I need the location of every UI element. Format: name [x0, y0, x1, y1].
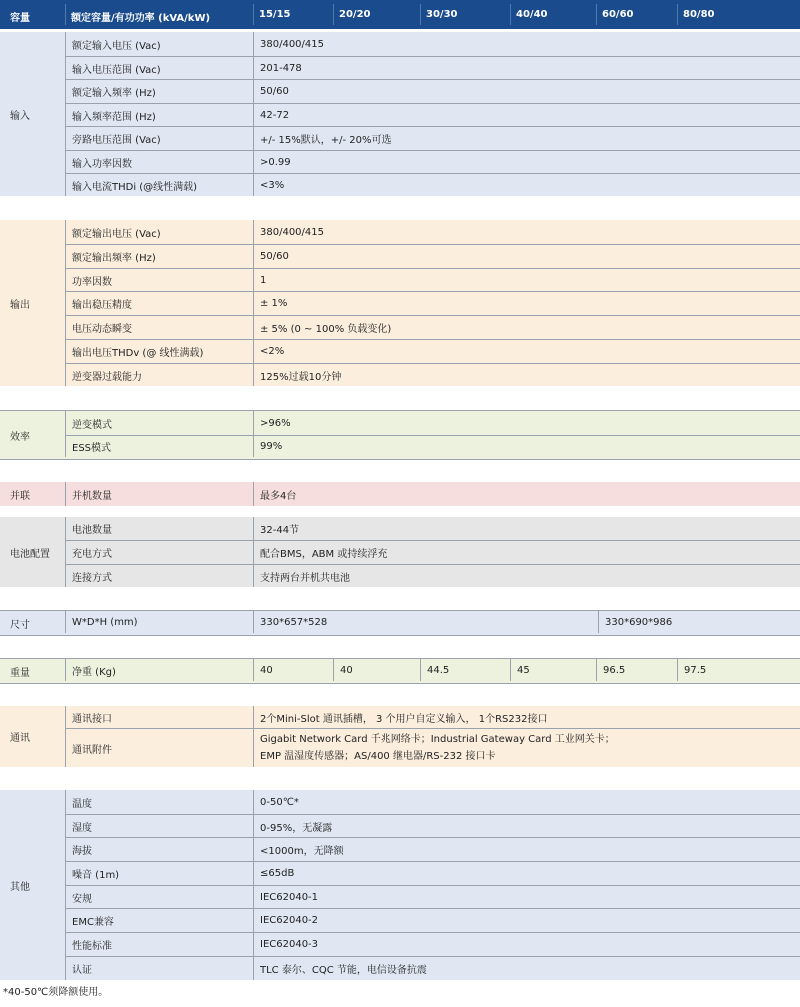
- table-row: [65, 908, 800, 932]
- row-label: 逆变器过载能力: [65, 364, 253, 386]
- row-label: 充电方式: [65, 541, 253, 564]
- row-label: 旁路电压范围 (Vac): [65, 127, 253, 150]
- row-label: 输入频率范围 (Hz): [65, 104, 253, 126]
- row-value: ± 1%: [253, 292, 800, 315]
- table-row: [65, 706, 800, 728]
- row-value: 32-44节: [253, 517, 800, 540]
- header-model: 30/30: [426, 9, 458, 20]
- section-weight: [0, 658, 800, 684]
- row-value: 40: [333, 659, 420, 681]
- row-value: 45: [510, 659, 596, 681]
- header-rating: 额定容量/有功功率 (kVA/kW): [71, 13, 211, 24]
- row-label: 并机数量: [65, 482, 253, 506]
- table-row: [65, 291, 800, 315]
- row-value-line: Gigabit Network Card 千兆网络卡；Industrial Gateway Card 工业网关卡；: [260, 734, 615, 745]
- section-title-other: 其他: [0, 790, 65, 980]
- table-row: [65, 268, 800, 291]
- row-label: 输入电流THDi (@线性满载): [65, 174, 253, 196]
- section-title-output: 输出: [10, 299, 30, 311]
- table-row: [65, 150, 800, 173]
- row-label: 输入电压范围 (Vac): [65, 57, 253, 79]
- row-label: 逆变模式: [65, 411, 253, 435]
- footnote: *40-50℃须降额使用。: [3, 987, 109, 998]
- table-row: [65, 611, 800, 633]
- row-label: 电压动态瞬变: [65, 316, 253, 339]
- row-value: 42-72: [253, 104, 800, 126]
- row-label: W*D*H (mm): [65, 611, 253, 633]
- header-model: 60/60: [602, 9, 634, 20]
- row-value: >96%: [253, 411, 800, 435]
- table-row: [65, 363, 800, 386]
- row-value: 最多4台: [253, 482, 800, 506]
- section-title-weight: 重量: [10, 667, 30, 679]
- row-value: IEC62040-1: [253, 886, 800, 908]
- row-value: 380/400/415: [253, 220, 800, 244]
- table-row: [65, 103, 800, 126]
- row-label: 净重 (Kg): [65, 659, 253, 681]
- row-value: 2个Mini-Slot 通讯插槽， 3 个用户自定义输入， 1个RS232接口: [253, 706, 800, 728]
- row-value: >0.99: [253, 151, 800, 173]
- row-value: <3%: [253, 174, 800, 196]
- section-communication: [0, 706, 800, 767]
- table-row: [65, 932, 800, 956]
- row-value: 支持两台并机共电池: [253, 565, 800, 587]
- row-value: IEC62040-2: [253, 909, 800, 932]
- table-row: [65, 837, 800, 861]
- section-battery: [0, 517, 800, 587]
- row-value: 99%: [253, 436, 800, 457]
- row-value: 0-95%，无凝露: [253, 815, 800, 837]
- section-size: [0, 610, 800, 636]
- table-row: [65, 411, 800, 435]
- header-model: 40/40: [516, 9, 548, 20]
- row-value: <1000m，无降额: [253, 838, 800, 861]
- row-label: 连接方式: [65, 565, 253, 587]
- row-label: 认证: [65, 957, 253, 980]
- row-label: 功率因数: [65, 269, 253, 291]
- table-row: [65, 540, 800, 564]
- row-label: 额定输出电压 (Vac): [65, 220, 253, 244]
- row-label: ESS模式: [65, 436, 253, 457]
- row-value: 380/400/415: [253, 32, 800, 56]
- row-value: 0-50℃*: [253, 790, 800, 814]
- row-value: ≤65dB: [253, 862, 800, 885]
- row-label: 湿度: [65, 815, 253, 837]
- table-row: [65, 32, 800, 56]
- row-label: 温度: [65, 790, 253, 814]
- row-value: 330*657*528: [253, 611, 598, 633]
- table-header: [0, 0, 800, 29]
- table-row: [65, 790, 800, 814]
- table-row: [65, 79, 800, 103]
- row-value: <2%: [253, 340, 800, 363]
- row-label: 噪音 (1m): [65, 862, 253, 885]
- section-parallel: [0, 482, 800, 506]
- row-value: 330*690*986: [598, 611, 800, 633]
- table-row: [65, 728, 800, 767]
- table-row: [65, 244, 800, 268]
- row-label: EMC兼容: [65, 909, 253, 932]
- table-row: [65, 173, 800, 196]
- table-row: [65, 885, 800, 908]
- row-value: 50/60: [253, 245, 800, 268]
- section-title-size: 尺寸: [0, 611, 65, 635]
- row-label: 安规: [65, 886, 253, 908]
- table-row: [65, 659, 800, 681]
- row-label: 海拔: [65, 838, 253, 861]
- row-label: 输入功率因数: [65, 151, 253, 173]
- section-output: [0, 220, 800, 386]
- section-other: [0, 790, 800, 980]
- row-value: 配合BMS，ABM 或持续浮充: [253, 541, 800, 564]
- table-row: [65, 126, 800, 150]
- row-value: TLC 泰尔、CQC 节能，电信设备抗震: [253, 957, 800, 980]
- header-capacity: 容量: [10, 13, 30, 24]
- row-label: 输出电压THDv (@ 线性满载): [65, 340, 253, 363]
- row-value: +/- 15%默认，+/- 20%可选: [253, 127, 800, 150]
- table-row: [65, 315, 800, 339]
- row-value-line: EMP 温湿度传感器；AS/400 继电器/RS-232 接口卡: [260, 751, 496, 762]
- header-model: 80/80: [683, 9, 715, 20]
- row-value: 125%过载10分钟: [253, 364, 800, 386]
- section-title-efficiency: 效率: [10, 431, 30, 443]
- table-row: [65, 339, 800, 363]
- row-value: [253, 729, 800, 767]
- section-title-communication: 通讯: [10, 733, 30, 744]
- row-label: 通讯附件: [65, 729, 253, 767]
- row-label: 输出稳压精度: [65, 292, 253, 315]
- row-label: 电池数量: [65, 517, 253, 540]
- section-title-parallel: 并联: [10, 490, 30, 502]
- row-value: 96.5: [596, 659, 677, 681]
- section-input: [0, 32, 800, 196]
- table-row: [65, 220, 800, 244]
- section-title-input: 输入: [0, 32, 65, 196]
- row-value: IEC62040-3: [253, 933, 800, 956]
- header-model: 20/20: [339, 9, 371, 20]
- row-value: 1: [253, 269, 800, 291]
- row-value: ± 5% (0 ~ 100% 负载变化): [253, 316, 800, 339]
- row-value: 97.5: [677, 659, 800, 681]
- table-row: [65, 564, 800, 587]
- row-value: 50/60: [253, 80, 800, 103]
- table-row: [65, 956, 800, 980]
- table-row: [65, 435, 800, 457]
- table-row: [65, 517, 800, 540]
- section-efficiency: [0, 410, 800, 460]
- table-row: [65, 482, 800, 506]
- row-label: 额定输入频率 (Hz): [65, 80, 253, 103]
- table-row: [65, 814, 800, 837]
- header-model: 15/15: [259, 9, 291, 20]
- row-value: 201-478: [253, 57, 800, 79]
- table-row: [65, 861, 800, 885]
- row-label: 性能标准: [65, 933, 253, 956]
- section-title-battery: 电池配置: [10, 548, 50, 560]
- row-value: 44.5: [420, 659, 510, 681]
- row-label: 通讯接口: [65, 706, 253, 728]
- row-value: 40: [253, 659, 333, 681]
- row-label: 额定输入电压 (Vac): [65, 32, 253, 56]
- row-label: 额定输出频率 (Hz): [65, 245, 253, 268]
- table-row: [65, 56, 800, 79]
